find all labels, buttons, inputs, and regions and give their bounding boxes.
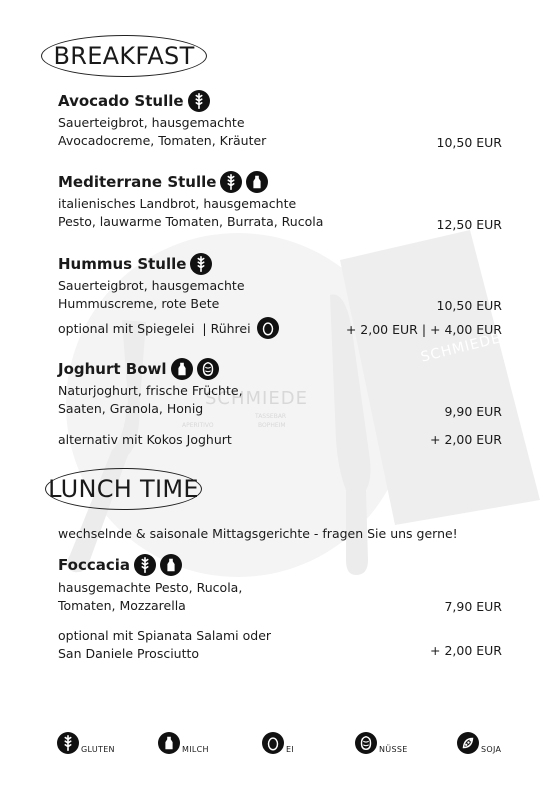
breakfast-heading — [41, 35, 207, 77]
nut-icon — [197, 358, 219, 380]
milk-icon — [246, 171, 268, 193]
legend-nuesse-label: NÜSSE — [379, 745, 408, 754]
foccacia-option-line2: San Daniele Prosciutto — [58, 646, 200, 661]
foccacia-title-row — [58, 554, 182, 576]
watermark-brand: SCHMIEDE — [205, 388, 308, 409]
breakfast-heading-text: BREAKFAST — [53, 42, 195, 70]
watermark-sub3: BOPHEIM — [258, 422, 286, 429]
legend-milch-label: MILCH — [182, 745, 209, 754]
mediterrane-price: 12,50 EUR — [436, 217, 502, 232]
avocado-desc-line1: Sauerteigbrot, hausgemachte — [58, 115, 245, 130]
foccacia-option-price: + 2,00 EUR — [430, 643, 502, 658]
wheat-icon — [188, 90, 210, 112]
foccacia-price: 7,90 EUR — [444, 599, 502, 614]
lunch-note: wechselnde & saisonale Mittagsgerichte - fragen Sie uns gerne! — [58, 526, 458, 541]
joghurt-option-price: + 2,00 EUR — [430, 432, 502, 447]
milk-icon — [171, 358, 193, 380]
soy-icon — [457, 732, 479, 754]
watermark-card: SCHMIEDE — [419, 330, 503, 366]
legend-gluten — [57, 732, 115, 754]
avocado-price: 10,50 EUR — [436, 135, 502, 150]
hummus-title: Hummus Stulle — [58, 255, 187, 273]
avocado-title-row — [58, 90, 210, 112]
joghurt-description — [58, 382, 243, 418]
legend-ei — [262, 732, 294, 754]
legend-milch — [158, 732, 209, 754]
hummus-description — [58, 277, 245, 313]
mediterrane-desc-line2: Pesto, lauwarme Tomaten, Burrata, Rucola — [58, 214, 324, 229]
joghurt-title: Joghurt Bowl — [58, 360, 167, 378]
egg-icon — [262, 732, 284, 754]
legend-nuesse — [355, 732, 408, 754]
legend-soja — [457, 732, 501, 754]
legend-soja-label: SOJA — [481, 745, 502, 754]
hummus-price: 10,50 EUR — [436, 298, 502, 313]
mediterrane-description — [58, 195, 323, 231]
foccacia-desc-line2: Tomaten, Mozzarella — [58, 598, 186, 613]
foccacia-title: Foccacia — [58, 556, 131, 574]
joghurt-desc-line2: Saaten, Granola, Honig — [58, 401, 204, 416]
wheat-icon — [57, 732, 79, 754]
mediterrane-desc-line1: italienisches Landbrot, hausgemachte — [58, 196, 297, 211]
joghurt-price: 9,90 EUR — [444, 404, 502, 419]
joghurt-desc-line1: Naturjoghurt, frische Früchte, — [58, 383, 243, 398]
hummus-option-price: + 2,00 EUR | + 4,00 EUR — [345, 322, 502, 337]
egg-icon — [257, 317, 279, 339]
foccacia-description — [58, 579, 242, 615]
lunch-heading-text: LUNCH TIME — [48, 475, 199, 503]
foccacia-desc-line1: hausgemachte Pesto, Rucola, — [58, 580, 243, 595]
hummus-desc-line2: Hummuscreme, rote Bete — [58, 296, 220, 311]
mediterrane-title: Mediterrane Stulle — [58, 173, 217, 191]
foccacia-option-line1: optional mit Spianata Salami oder — [58, 628, 272, 643]
milk-icon — [160, 554, 182, 576]
hummus-option: optional mit Spiegelei | Rührei — [58, 320, 251, 336]
foccacia-option — [58, 627, 271, 663]
lunch-heading — [45, 468, 202, 510]
milk-icon — [158, 732, 180, 754]
wheat-icon — [134, 554, 156, 576]
hummus-desc-line1: Sauerteigbrot, hausgemachte — [58, 278, 245, 293]
watermark-sub1: APERITIVO — [182, 422, 214, 429]
wheat-icon — [220, 171, 242, 193]
mediterrane-title-row — [58, 171, 268, 193]
avocado-desc-line2: Avocadocreme, Tomaten, Kräuter — [58, 133, 267, 148]
avocado-description — [58, 114, 266, 150]
watermark-sub2: TASSEBAR — [255, 413, 287, 420]
avocado-title: Avocado Stulle — [58, 92, 184, 110]
wheat-icon — [190, 253, 212, 275]
hummus-title-row — [58, 253, 212, 275]
joghurt-option-row — [58, 432, 232, 447]
joghurt-option: alternativ mit Kokos Joghurt — [58, 432, 232, 447]
hummus-option-row — [58, 317, 279, 339]
legend-ei-label: EI — [286, 745, 295, 754]
nut-icon — [355, 732, 377, 754]
legend-gluten-label: GLUTEN — [81, 745, 115, 754]
joghurt-title-row — [58, 358, 219, 380]
